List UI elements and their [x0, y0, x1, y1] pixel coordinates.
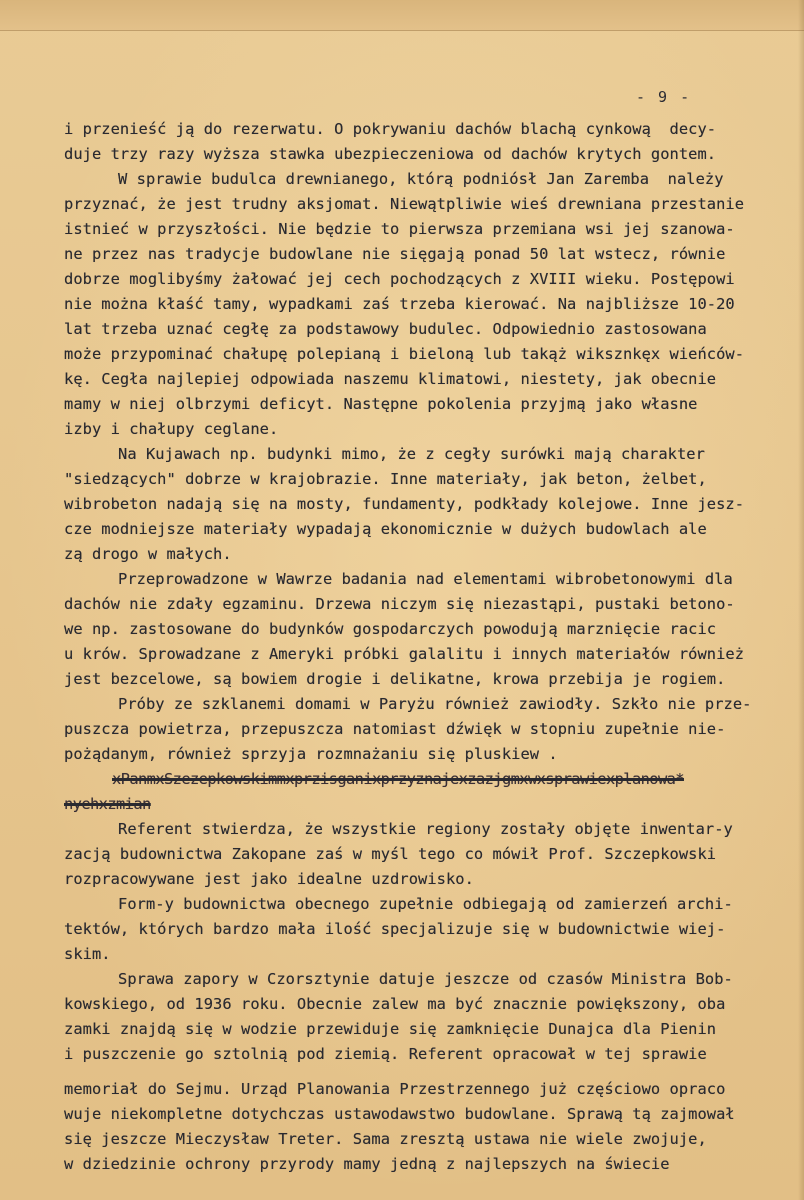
- text-line: Próby ze szklanemi domami w Paryżu również zawiodły. Szkło nie prze-: [118, 695, 752, 713]
- text-line: i przenieść ją do rezerwatu. O pokrywaniu dachów blachą cynkową decy-: [64, 120, 717, 138]
- text-line: izby i chałupy ceglane.: [64, 420, 279, 438]
- text-line: i puszczenie go sztolnią pod ziemią. Referent opracował w tej sprawie: [64, 1045, 707, 1063]
- text-line: jest bezcelowe, są bowiem drogie i delikatne, krowa przebija je rogiem.: [64, 670, 726, 688]
- text-line: Form-y budownictwa obecnego zupełnie odbiegają od zamierzeń archi-: [118, 895, 733, 913]
- text-line: kę. Cegła najlepiej odpowiada naszemu klimatowi, niestety, jak obecnie: [64, 370, 717, 388]
- text-line: Sprawa zapory w Czorsztynie datuje jeszcze od czasów Ministra Bob-: [118, 970, 733, 988]
- text-line: mamy w niej olbrzymi deficyt. Następne pokolenia przyjmą jako własne: [64, 395, 698, 413]
- text-line: tektów, których bardzo mała ilość specjalizuje się w budownictwie wiej-: [64, 920, 726, 938]
- text-line: W sprawie budulca drewnianego, którą podniósł Jan Zaremba należy: [118, 170, 724, 188]
- paper-top-edge: [0, 0, 804, 31]
- text-line: zamki znajdą się w wodzie przewiduje się zamknięcie Dunajca dla Pienin: [64, 1020, 717, 1038]
- text-line: istnieć w przyszłości. Nie będzie to pierwsza przemiana wsi jej szanowa-: [64, 220, 735, 238]
- text-line: kowskiego, od 1936 roku. Obecnie zalew ma być znacznie powiększony, oba: [64, 995, 726, 1013]
- text-line: zacją budownictwa Zakopane zaś w myśl tego co mówił Prof. Szczepkowski: [64, 845, 717, 863]
- text-line: we np. zastosowane do budynków gospodarczych powodują marznięcie racic: [64, 620, 717, 638]
- text-line: Przeprowadzone w Wawrze badania nad elementami wibrobetonowymi dla: [118, 570, 733, 588]
- text-line: pożądanym, również sprzyja rozmnażaniu się pluskiew .: [64, 745, 558, 763]
- text-line: wuje niekompletne dotychczas ustawodawstwo budowlane. Sprawą tą zajmował: [64, 1105, 735, 1123]
- text-line: może przypominać chałupę polepianą i bieloną lub takąż wiksznkęx wieńców-: [64, 345, 745, 363]
- text-line: dachów nie zdały egzaminu. Drzewa niczym się niezastąpi, pustaki betono-: [64, 595, 735, 613]
- text-line: wibrobeton nadają się na mosty, fundamenty, podkłady kolejowe. Inne jesz-: [64, 495, 745, 513]
- text-line: w dziedzinie ochrony przyrody mamy jedną z najlepszych na świecie: [64, 1155, 670, 1173]
- text-line: "siedzących" dobrze w krajobrazie. Inne materiały, jak beton, żelbet,: [64, 470, 707, 488]
- paper-right-edge: [798, 0, 804, 1200]
- text-line: dobrze moglibyśmy żałować jej cech pochodzących z XVIII wieku. Postępowi: [64, 270, 735, 288]
- text-line: rozpracowywane jest jako idealne uzdrowisko.: [64, 870, 474, 888]
- text-line: Na Kujawach np. budynki mimo, że z cegły surówki mają charakter: [118, 445, 705, 463]
- struck-out-line: nyehxzmian: [64, 795, 151, 813]
- text-line: lat trzeba uznać cegłę za podstawowy budulec. Odpowiednio zastosowana: [64, 320, 707, 338]
- struck-out-line: xPanmxSzezepkowskimmxprzisganixprzyznajexzazjgmxwxsprawiexplanowa*: [112, 770, 684, 788]
- text-line: duje trzy razy wyższa stawka ubezpieczeniowa od dachów krytych gontem.: [64, 145, 717, 163]
- text-line: u krów. Sprowadzane z Ameryki próbki galalitu i innych materiałów również: [64, 645, 745, 663]
- text-line: ne przez nas tradycje budowlane nie sięgają ponad 50 lat wstecz, równie: [64, 245, 726, 263]
- text-line: memoriał do Sejmu. Urząd Planowania Przestrzennego już częściowo opraco: [64, 1080, 726, 1098]
- text-line: cze modniejsze materiały wypadają ekonomicznie w dużych budowlach ale: [64, 520, 707, 538]
- text-line: puszcza powietrza, przepuszcza natomiast dźwięk w stopniu zupełnie nie-: [64, 720, 726, 738]
- text-line: się jeszcze Mieczysław Treter. Sama zresztą ustawa nie wiele zwojuje,: [64, 1130, 707, 1148]
- text-line: Referent stwierdza, że wszystkie regiony zostały objęte inwentar-y: [118, 820, 733, 838]
- page-number: - 9 -: [636, 88, 692, 106]
- text-line: nie można kłaść tamy, wypadkami zaś trzeba kierować. Na najbliższe 10-20: [64, 295, 735, 313]
- text-line: przyznać, że jest trudny aksjomat. Niewątpliwie wieś drewniana przestanie: [64, 195, 745, 213]
- text-line: skim.: [64, 945, 111, 963]
- text-line: zą drogo w małych.: [64, 545, 232, 563]
